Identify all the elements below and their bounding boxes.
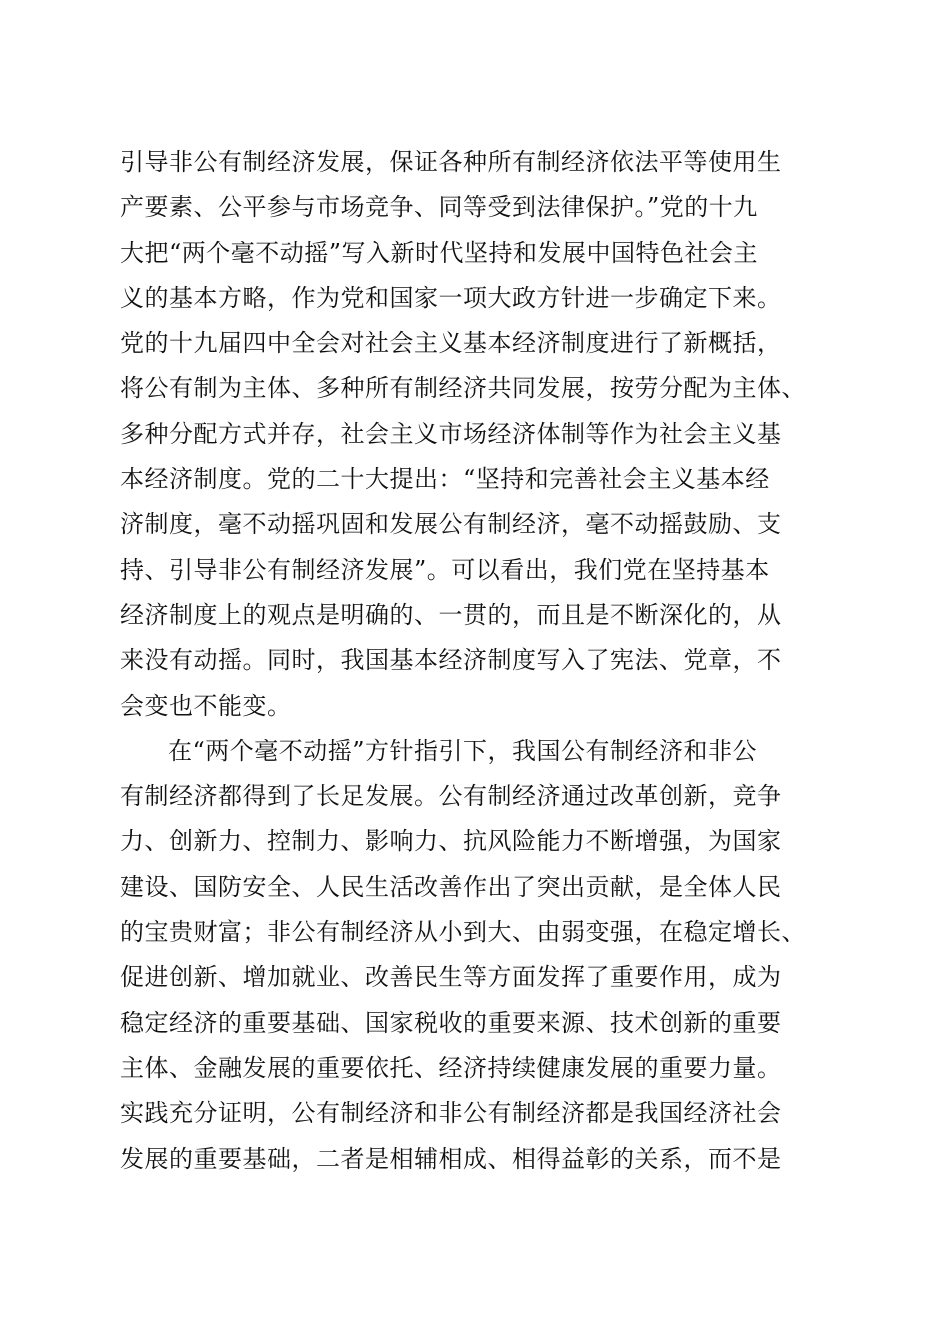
text-line: 党的十九届四中全会对社会主义基本经济制度进行了新概括， [120,329,782,358]
text-line: 稳定经济的重要基础、国家税收的重要来源、技术创新的重要 [120,1008,782,1037]
text-line: 发展的重要基础，二者是相辅相成、相得益彰的关系，而不是 [120,1144,782,1173]
text-line: 将公有制为主体、多种所有制经济共同发展，按劳分配为主体、 [120,374,806,403]
text-line: 主体、金融发展的重要依托、经济持续健康发展的重要力量。 [120,1053,782,1082]
text-line: 力、创新力、控制力、影响力、抗风险能力不断增强，为国家 [120,827,782,856]
text-line: 有制经济都得到了长足发展。公有制经济通过改革创新，竞争 [120,782,782,811]
text-line: 产要素、公平参与市场竞争、同等受到法律保护。”党的十九 [120,193,758,222]
text-line: 大把“两个毫不动摇”写入新时代坚持和发展中国特色社会主 [120,238,759,267]
text-line: 的宝贵财富；非公有制经济从小到大、由弱变强，在稳定增长、 [120,918,806,947]
text-line: 多种分配方式并存，社会主义市场经济体制等作为社会主义基 [120,419,782,448]
text-line: 经济制度上的观点是明确的、一贯的，而且是不断深化的，从 [120,600,782,629]
text-line: 引导非公有制经济发展，保证各种所有制经济依法平等使用生 [120,148,782,176]
text-line: 济制度，毫不动摇巩固和发展公有制经济，毫不动摇鼓励、支 [120,510,782,539]
text-line: 建设、国防安全、人民生活改善作出了突出贡献，是全体人民 [120,872,782,901]
text-line: 来没有动摇。同时，我国基本经济制度写入了宪法、党章，不 [120,646,782,675]
text-line: 会变也不能变。 [120,691,292,720]
text-line: 本经济制度。党的二十大提出：“坚持和完善社会主义基本经 [120,465,770,494]
text-line: 义的基本方略，作为党和国家一项大政方针进一步确定下来。 [120,283,782,312]
body-text [120,140,840,1182]
text-line: 持、引导非公有制经济发展”。可以看出，我们党在坚持基本 [120,555,770,584]
text-line: 实践充分证明，公有制经济和非公有制经济都是我国经济社会 [120,1099,782,1128]
paragraph-start-line: 在“两个毫不动摇”方针指引下，我国公有制经济和非公 [168,736,758,765]
text-line: 促进创新、增加就业、改善民生等方面发挥了重要作用，成为 [120,963,782,992]
